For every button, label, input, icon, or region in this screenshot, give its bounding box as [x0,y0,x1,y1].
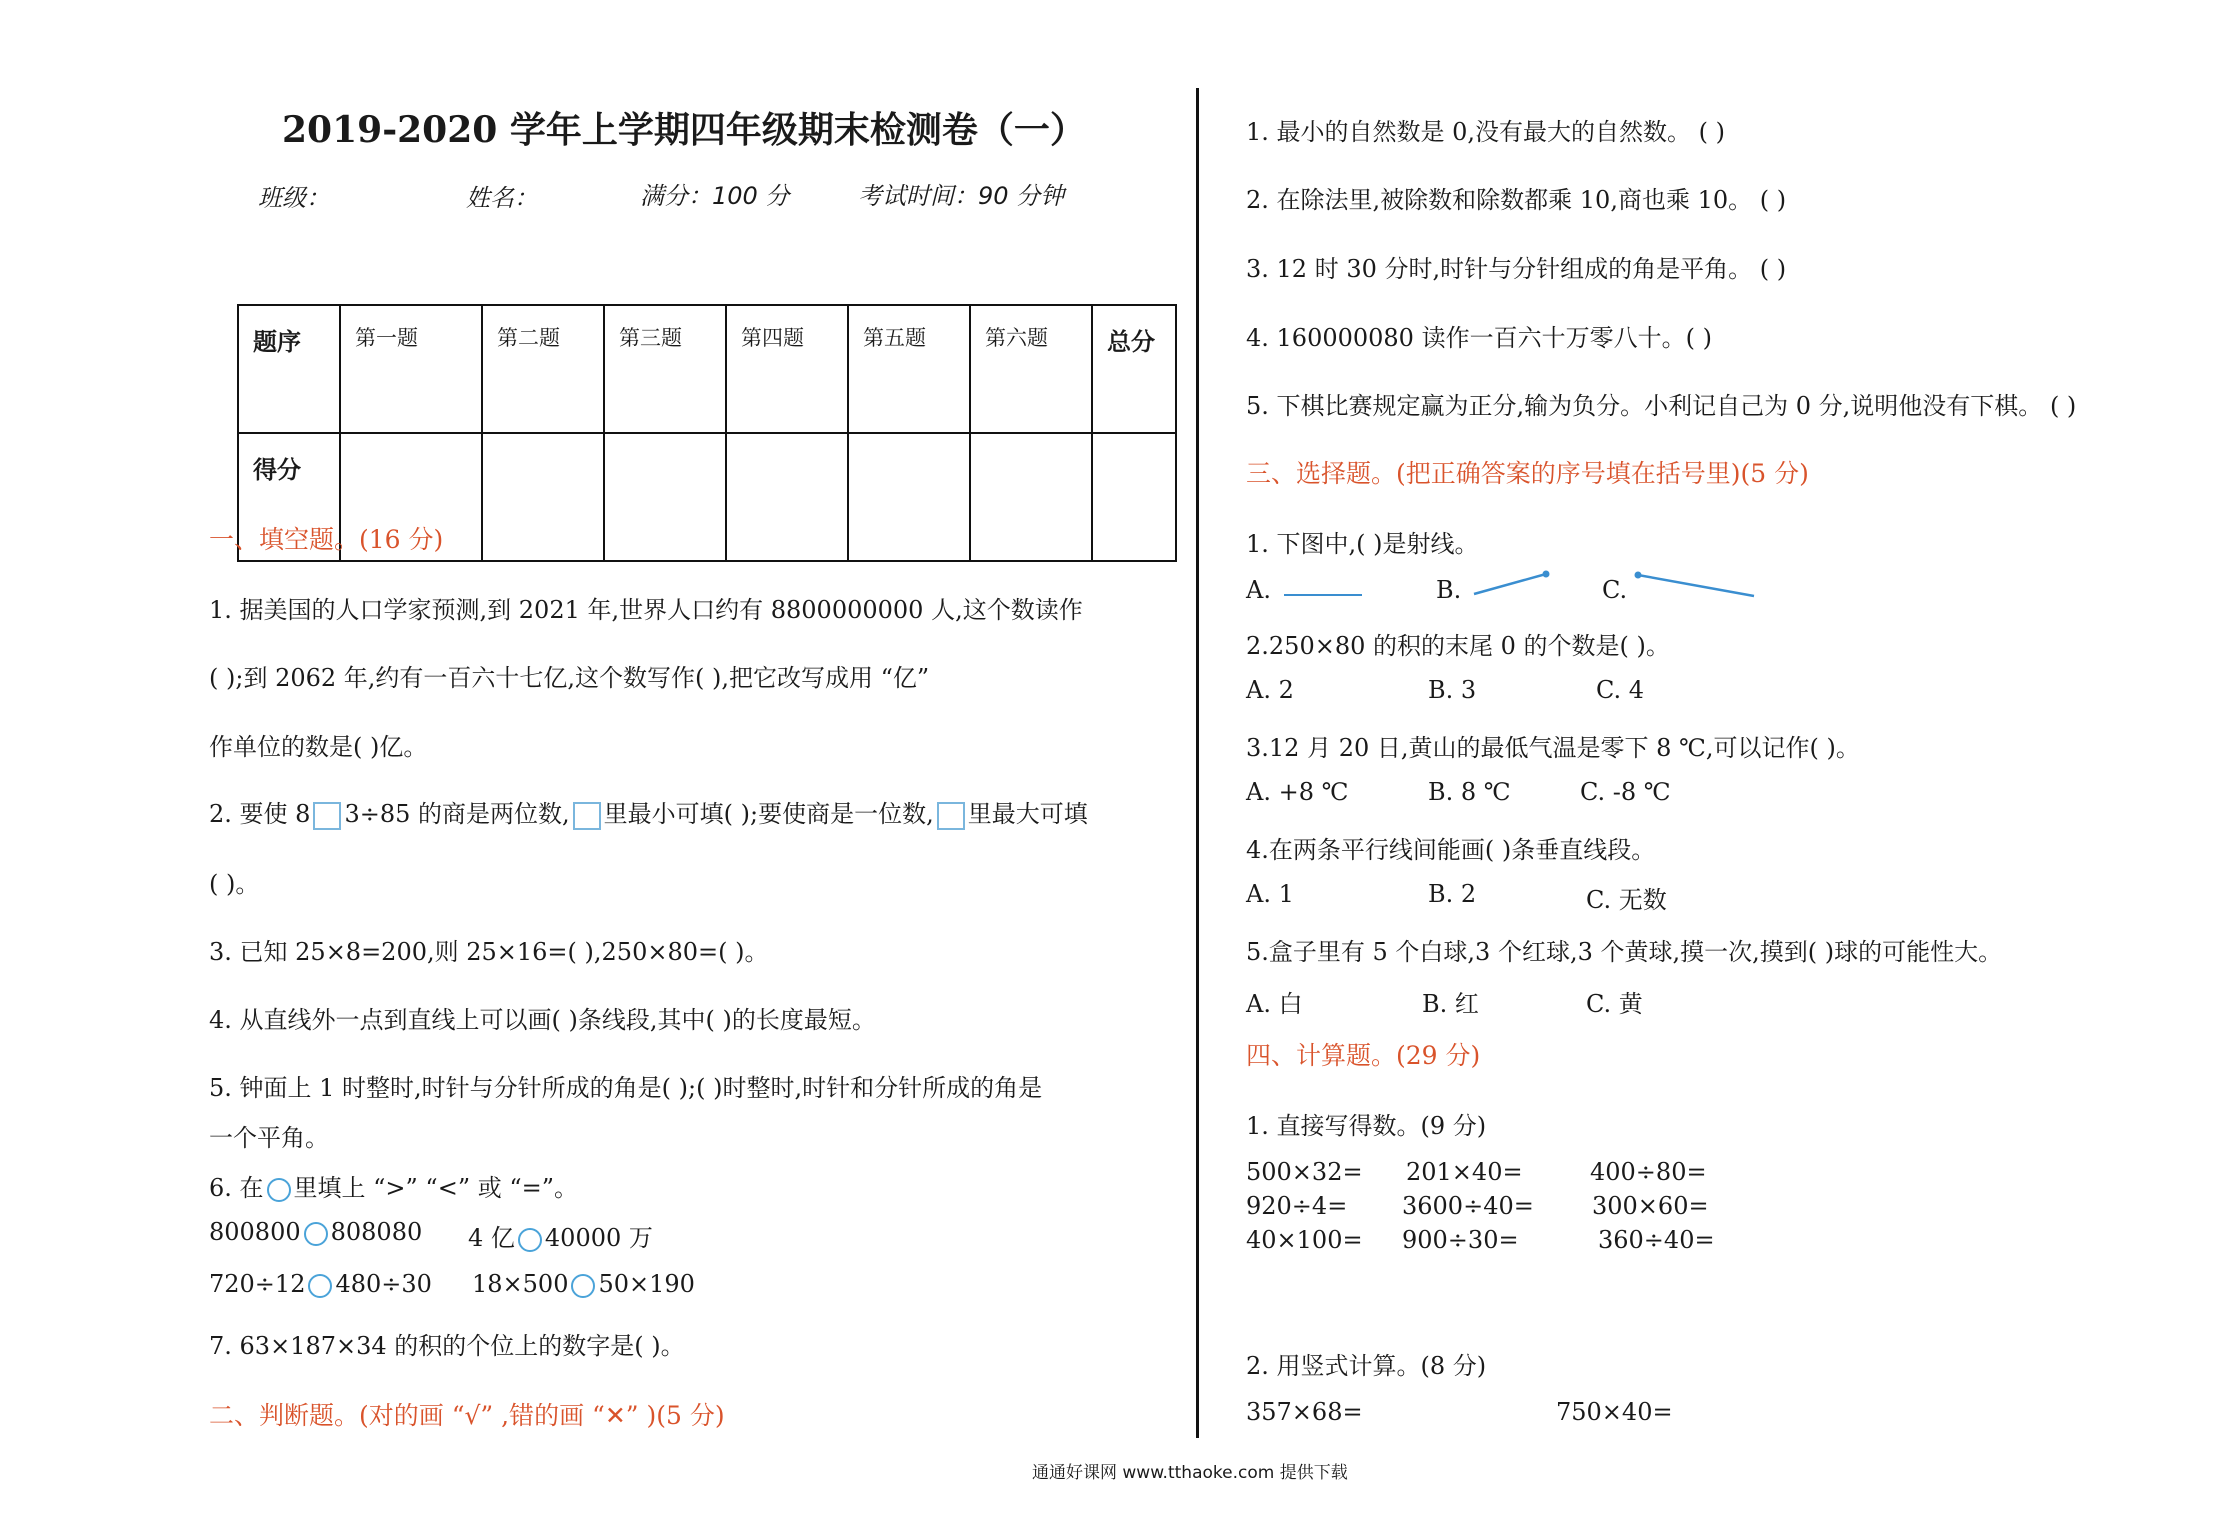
section-calculation-heading: 四、计算题。(29 分) [1246,1041,1481,1070]
score-cell[interactable] [604,433,726,561]
calc-item: 300×60= [1592,1192,1709,1220]
calc-item: 500×32= [1246,1158,1363,1186]
q6-expr: 480÷30 [335,1270,432,1298]
score-header-cell: 第二题 [482,305,604,433]
q6-expr: 720÷12 [209,1270,306,1298]
q5-line-a: 5. 钟面上 1 时整时,时针与分针所成的角是( );( )时整时,时针和分针所成的角是 [209,1074,1043,1102]
q5-line-b: 一个平角。 [209,1124,329,1152]
choice-q1-opt-a: A. [1246,576,1271,604]
calc-item: 201×40= [1406,1158,1523,1186]
q2-part-a: 2. 要使 8 [209,800,311,828]
choice-q5-opt-a: A. 白 [1246,990,1303,1018]
score-header-cell: 第一题 [340,305,482,433]
page-title: 2019-2020 学年上学期四年级期末检测卷（一） [282,109,1086,151]
calc-q2: 2. 用竖式计算。(8 分) [1246,1352,1487,1380]
q6-row1-left [209,1218,422,1246]
choice-q4-opt-a: A. 1 [1246,880,1294,908]
blank-circle-icon[interactable] [518,1228,542,1252]
score-cell[interactable] [482,433,604,561]
calc-item: 400÷80= [1590,1158,1707,1186]
choice-q1-opt-c: C. [1602,576,1628,604]
q6-part-a: 6. 在 [209,1174,264,1202]
score-header-cell: 第四题 [726,305,848,433]
vertical-calc-item: 357×68= [1246,1398,1363,1426]
endpoint-dot [1543,571,1550,578]
q6-row1-right [468,1218,653,1253]
section-true-false-heading: 二、判断题。(对的画 “√” ,错的画 “✕” )(5 分) [209,1401,725,1430]
meta-class: 班级： [258,184,330,212]
calc-q1: 1. 直接写得数。(9 分) [1246,1112,1487,1140]
q6-line [209,1168,578,1203]
choice-q5-opt-c: C. 黄 [1586,990,1643,1018]
q3-line: 3. 已知 25×8=200,则 25×16=( ),250×80=( )。 [209,938,769,966]
q6-expr: 808080 [330,1218,423,1246]
score-cell[interactable] [1092,433,1176,561]
score-header-cell: 总分 [1092,305,1176,433]
q2-line [209,794,1088,830]
q4-line: 4. 从直线外一点到直线上可以画( )条线段,其中( )的长度最短。 [209,1006,876,1034]
choice-q2-opt-c: C. 4 [1596,676,1645,704]
ray-figure-c [1638,575,1754,596]
meta-exam-time: 考试时间：90 分钟 [858,182,1065,210]
blank-circle-icon[interactable] [308,1274,332,1298]
q2-part-c: 里最小可填( );要使商是一位数, [603,800,934,828]
score-header-cell: 第五题 [848,305,970,433]
blank-circle-icon[interactable] [304,1222,328,1246]
q7-line: 7. 63×187×34 的积的个位上的数字是( )。 [209,1332,685,1360]
calc-item: 920÷4= [1246,1192,1348,1220]
q2-line-e: ( )。 [209,870,260,898]
tf-q2: 2. 在除法里,被除数和除数都乘 10,商也乘 10。 ( ) [1246,186,1787,214]
choice-q2-opt-a: A. 2 [1246,676,1294,704]
choice-q5: 5.盒子里有 5 个白球,3 个红球,3 个黄球,摸一次,摸到( )球的可能性大。 [1246,938,2003,966]
q1-line-c: 作单位的数是( )亿。 [209,733,428,761]
tf-q3: 3. 12 时 30 分时,时针与分针组成的角是平角。 ( ) [1246,255,1787,283]
vertical-calc-item: 750×40= [1556,1398,1673,1426]
choice-q5-opt-b: B. 红 [1422,990,1479,1018]
meta-full-score: 满分：100 分 [640,182,790,210]
choice-q1-opt-b: B. [1436,576,1462,604]
q2-part-b: 3÷85 的商是两位数, [344,800,570,828]
q6-row2-left [209,1270,432,1298]
blank-circle-icon [267,1178,291,1202]
blank-circle-icon[interactable] [571,1274,595,1298]
score-header-cell: 第六题 [970,305,1092,433]
score-cell[interactable] [726,433,848,561]
meta-name: 姓名： [466,184,538,212]
score-cell[interactable] [970,433,1092,561]
choice-q4-opt-b: B. 2 [1428,880,1477,908]
calc-item: 360÷40= [1598,1226,1715,1254]
blank-square-icon[interactable] [937,802,965,830]
blank-square-icon[interactable] [573,802,601,830]
choice-q1: 1. 下图中,( )是射线。 [1246,530,1479,558]
choice-q3-opt-b: B. 8 ℃ [1428,778,1511,806]
endpoint-dot [1635,572,1642,579]
q6-expr: 40000 万 [544,1224,653,1252]
q6-row2-right [472,1270,695,1298]
choice-q3-opt-c: C. -8 ℃ [1580,778,1671,806]
calc-item: 3600÷40= [1402,1192,1534,1220]
q2-part-d: 里最大可填 [967,800,1088,828]
q1-line-a: 1. 据美国的人口学家预测,到 2021 年,世界人口约有 8800000000 人,这个数读作 [209,596,1083,624]
ray-figure-b [1474,574,1546,594]
q6-expr: 50×190 [598,1270,695,1298]
q6-expr: 18×500 [472,1270,569,1298]
calc-item: 40×100= [1246,1226,1363,1254]
section-choice-heading: 三、选择题。(把正确答案的序号填在括号里)(5 分) [1246,459,1809,488]
score-row-label: 得分 [238,433,340,561]
choice-q3-opt-a: A. +8 ℃ [1246,778,1349,806]
tf-q5: 5. 下棋比赛规定赢为正分,输为负分。小利记自己为 0 分,说明他没有下棋。 ( ) [1246,392,2077,420]
score-header-cell: 题序 [238,305,340,433]
q6-part-b: 里填上 “>” “<” 或 “=”。 [293,1174,578,1202]
q1-line-b: ( );到 2062 年,约有一百六十七亿,这个数写作( ),把它改写成用 “亿” [209,664,930,692]
choice-q2-opt-b: B. 3 [1428,676,1477,704]
column-divider [1196,88,1199,1438]
q6-expr: 800800 [209,1218,301,1246]
tf-q4: 4. 160000080 读作一百六十万零八十。( ) [1246,324,1712,352]
score-header-cell: 第三题 [604,305,726,433]
choice-q3: 3.12 月 20 日,黄山的最低气温是零下 8 ℃,可以记作( )。 [1246,734,1860,762]
choice-q4-opt-c: C. 无数 [1586,886,1667,914]
q6-expr: 4 亿 [468,1224,515,1252]
choice-q4: 4.在两条平行线间能画( )条垂直线段。 [1246,836,1656,864]
score-table-header-row [238,305,1176,433]
footer-source: 通通好课网 www.tthaoke.com 提供下载 [1032,1463,1348,1483]
tf-q1: 1. 最小的自然数是 0,没有最大的自然数。 ( ) [1246,118,1726,146]
blank-square-icon[interactable] [313,802,341,830]
score-cell[interactable] [848,433,970,561]
calc-item: 900÷30= [1402,1226,1519,1254]
line-figures [1270,560,1770,610]
choice-q2: 2.250×80 的积的末尾 0 的个数是( )。 [1246,632,1670,660]
section-fill-blank-heading: 一、填空题。(16 分) [209,525,444,554]
